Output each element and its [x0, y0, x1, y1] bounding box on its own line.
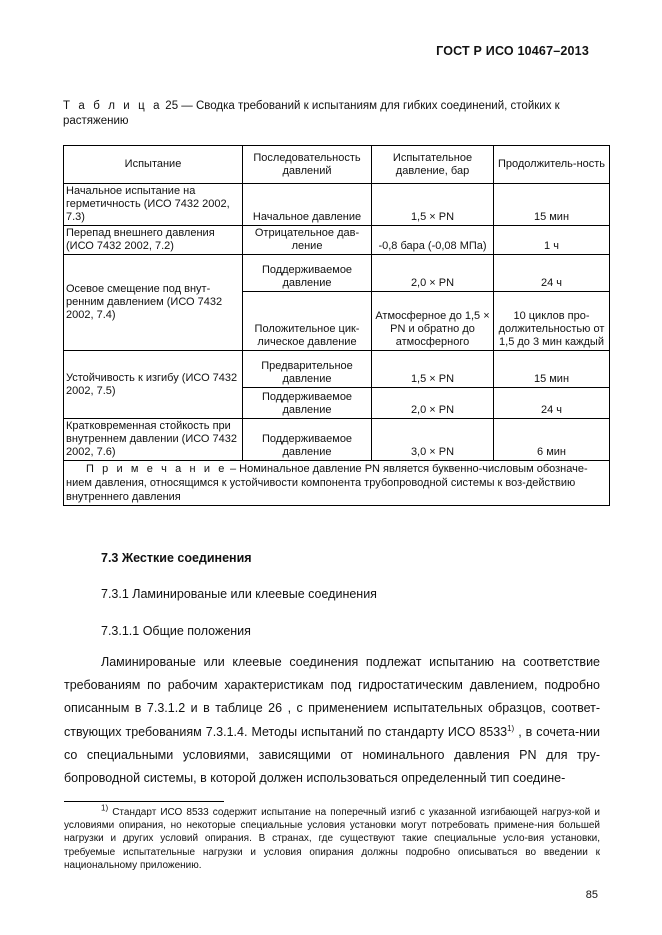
cell-duration: 15 мин	[494, 351, 610, 388]
cell-sequence: Начальное давление	[243, 184, 372, 226]
table-note	[64, 461, 610, 506]
footnote-reference: 1)	[507, 723, 515, 733]
column-header-duration: Продолжитель-ность	[494, 146, 610, 184]
footnote-text: Стандарт ИСО 8533 содержит испытание на поперечный изгиб с указанной изгибающей нагруз-кой и условиями опирания, но некоторые специальные условия установки могут потребовать примене-ния большей нагрузки и других условий опирания. В странах, где существуют такие специальные усло-вия установки, требуемые испытательные нагрузки и условия опирания должны подробно описываться во введении к национальному приложению.	[64, 807, 600, 871]
note-label: П р и м е ч а н и е	[86, 463, 227, 475]
cell-duration: 6 мин	[494, 419, 610, 461]
column-header-test: Испытание	[64, 146, 243, 184]
cell-test: Кратковременная стойкость при внутреннем давлении (ИСО 7432 2002, 7.6)	[64, 419, 243, 461]
table-caption-label: Т а б л и ц а	[63, 100, 163, 112]
subsection-heading: 7.3.1 Ламинированые или клеевые соединения	[101, 587, 377, 601]
subsubsection-heading: 7.3.1.1 Общие положения	[101, 624, 251, 638]
table-caption-text: 25 — Сводка требований к испытаниям для гибких соединений, стойких к растяжению	[63, 100, 560, 127]
cell-pressure: 2,0 × PN	[372, 388, 494, 419]
footnote-divider	[64, 801, 224, 802]
section-heading: 7.3 Жесткие соединения	[101, 551, 252, 565]
cell-duration: 15 мин	[494, 184, 610, 226]
cell-duration: 1 ч	[494, 226, 610, 255]
table-header-row	[64, 146, 610, 184]
cell-duration: 24 ч	[494, 255, 610, 292]
table-row	[64, 351, 610, 388]
table-caption	[63, 99, 603, 129]
cell-pressure: 3,0 × PN	[372, 419, 494, 461]
footnote	[64, 803, 600, 872]
table-row	[64, 255, 610, 292]
cell-pressure: 1,5 × PN	[372, 351, 494, 388]
table-row	[64, 226, 610, 255]
cell-sequence: Поддерживаемое давление	[243, 419, 372, 461]
cell-pressure: Атмосферное до 1,5 × PN и обратно до атмосферного	[372, 292, 494, 351]
body-paragraph	[64, 651, 600, 790]
document-code: ГОСТ Р ИСО 10467–2013	[436, 44, 589, 58]
page-number: 85	[585, 889, 598, 901]
cell-pressure: 2,0 × PN	[372, 255, 494, 292]
column-header-pressure: Испытательное давление, бар	[372, 146, 494, 184]
paragraph-text-part1: Ламинированые или клеевые соединения подлежат испытанию на соответствие требованиям по рабочим характеристикам под гидростатическим давлением, подробно описанным в 7.3.1.2 и в таблице 26 , с применением испытательных образцов, соответ-ствующих требованиям 7.3.1.4. Методы испытаний по стандарту ИСО 8533	[64, 655, 600, 739]
table-note-row	[64, 461, 610, 506]
cell-sequence: Поддерживаемое давление	[243, 388, 372, 419]
cell-sequence: Поддерживаемое давление	[243, 255, 372, 292]
column-header-sequence: Последовательность давлений	[243, 146, 372, 184]
cell-duration: 10 циклов про-должительностью от 1,5 до 3 мин каждый	[494, 292, 610, 351]
footnote-mark: 1)	[101, 803, 109, 813]
cell-pressure: 1,5 × PN	[372, 184, 494, 226]
cell-duration: 24 ч	[494, 388, 610, 419]
paragraph-text-part2: , в сочета-нии со специальными условиями, зависящими от номинального давления PN для тру-бопроводной системы, в которой должен использоваться определенный тип соедине-	[64, 724, 600, 786]
table-row	[64, 419, 610, 461]
table-row	[64, 184, 610, 226]
cell-test: Устойчивость к изгибу (ИСО 7432 2002, 7.5)	[64, 351, 243, 419]
cell-test: Осевое смещение под внут-ренним давлением (ИСО 7432 2002, 7.4)	[64, 255, 243, 351]
cell-test: Начальное испытание на герметичность (ИСО 7432 2002, 7.3)	[64, 184, 243, 226]
cell-sequence: Положительное цик-лическое давление	[243, 292, 372, 351]
cell-test: Перепад внешнего давления (ИСО 7432 2002, 7.2)	[64, 226, 243, 255]
note-text: – Номинальное давление PN является буквенно-числовым обозначе-нием давления, относящимся к устойчивости компонента трубопроводной системы к воз-действию внутреннего давления	[66, 463, 588, 503]
requirements-table	[63, 145, 610, 506]
cell-sequence: Предварительное давление	[243, 351, 372, 388]
cell-sequence: Отрицательное дав-ление	[243, 226, 372, 255]
cell-pressure: -0,8 бара (-0,08 МПа)	[372, 226, 494, 255]
